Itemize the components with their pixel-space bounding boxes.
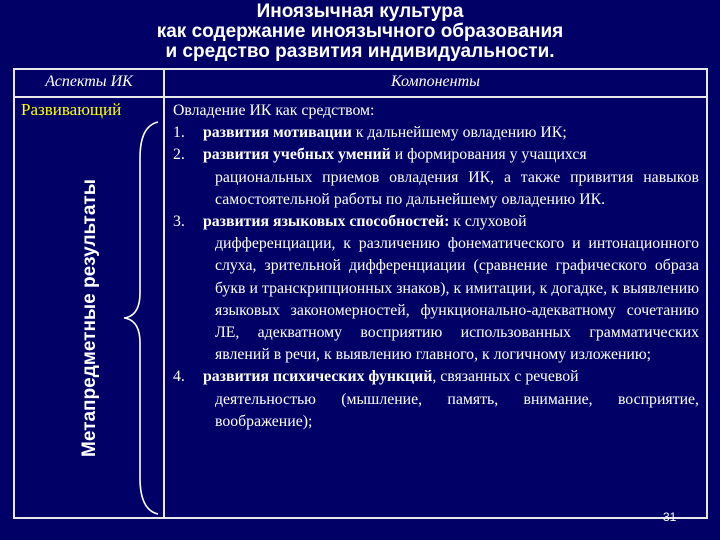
- list-item-2-rest: и формирования у учащихся: [390, 146, 587, 164]
- vertical-label: [78, 118, 102, 518]
- list-item-1-rest: к дальнейшему овладению ИК;: [351, 124, 567, 142]
- table-header-divider: [13, 96, 708, 98]
- list-item-4-continued: деятельностью (мышление, память, внимание, восприятие, воображение);: [215, 390, 699, 430]
- list-item-1-number: 1.: [173, 124, 185, 142]
- header-aspects: Аспекты ИК: [45, 73, 133, 90]
- aspect-value: Развивающий: [21, 100, 122, 119]
- list-item-4: [173, 366, 699, 388]
- list-item-2-continued: рациональных приемов овладения ИК, а также привития навыков самостоятельной работы по дальнейшему овладению ИК.: [215, 168, 699, 208]
- page-number: 31: [663, 510, 677, 524]
- list-item-2-bold: развития учебных умений: [203, 146, 391, 164]
- intro-text: Овладение ИК как средством:: [173, 102, 375, 119]
- title-line-1: Иноязычная культура: [256, 1, 464, 22]
- slide-title: [0, 0, 720, 66]
- list-item-4-number: 4.: [173, 368, 185, 386]
- list-item-4-rest: , связанных с речевой: [432, 368, 579, 386]
- components-content: [173, 100, 699, 433]
- list-item-3-bold: развития языковых способностей:: [203, 213, 450, 231]
- brace-path: [124, 122, 158, 514]
- header-components: Компоненты: [391, 73, 480, 90]
- list-item-3-continued: дифференциации, к различению фонематического и интонационного слуха, зрительной дифференциации (сравнение графического образа букв и транскрипционных знаков), к имитации, к догадке, к выявлению языковых закономерностей, функционально-адекватному сочетанию ЛЕ, адекватному восприятию использованных грамматических явлений в речи, к выявлению главного, к логичному изложению;: [215, 235, 699, 364]
- curly-brace-icon: [120, 118, 166, 518]
- list-item-1: [173, 122, 699, 144]
- title-line-2: как содержание иноязычного образования: [156, 21, 564, 42]
- list-item-3-rest: к слуховой: [449, 213, 527, 231]
- list-item-4-bold: развития психических функций: [203, 368, 433, 386]
- title-line-3: и средство развития индивидуальности.: [165, 41, 555, 62]
- list-item-2-number: 2.: [173, 146, 185, 164]
- vertical-label-text: Метапредметные результаты: [79, 179, 100, 457]
- list-item-2: [173, 144, 699, 166]
- list-item-1-bold: развития мотивации: [203, 124, 352, 142]
- list-item-3: [173, 211, 699, 233]
- list-item-3-number: 3.: [173, 213, 185, 231]
